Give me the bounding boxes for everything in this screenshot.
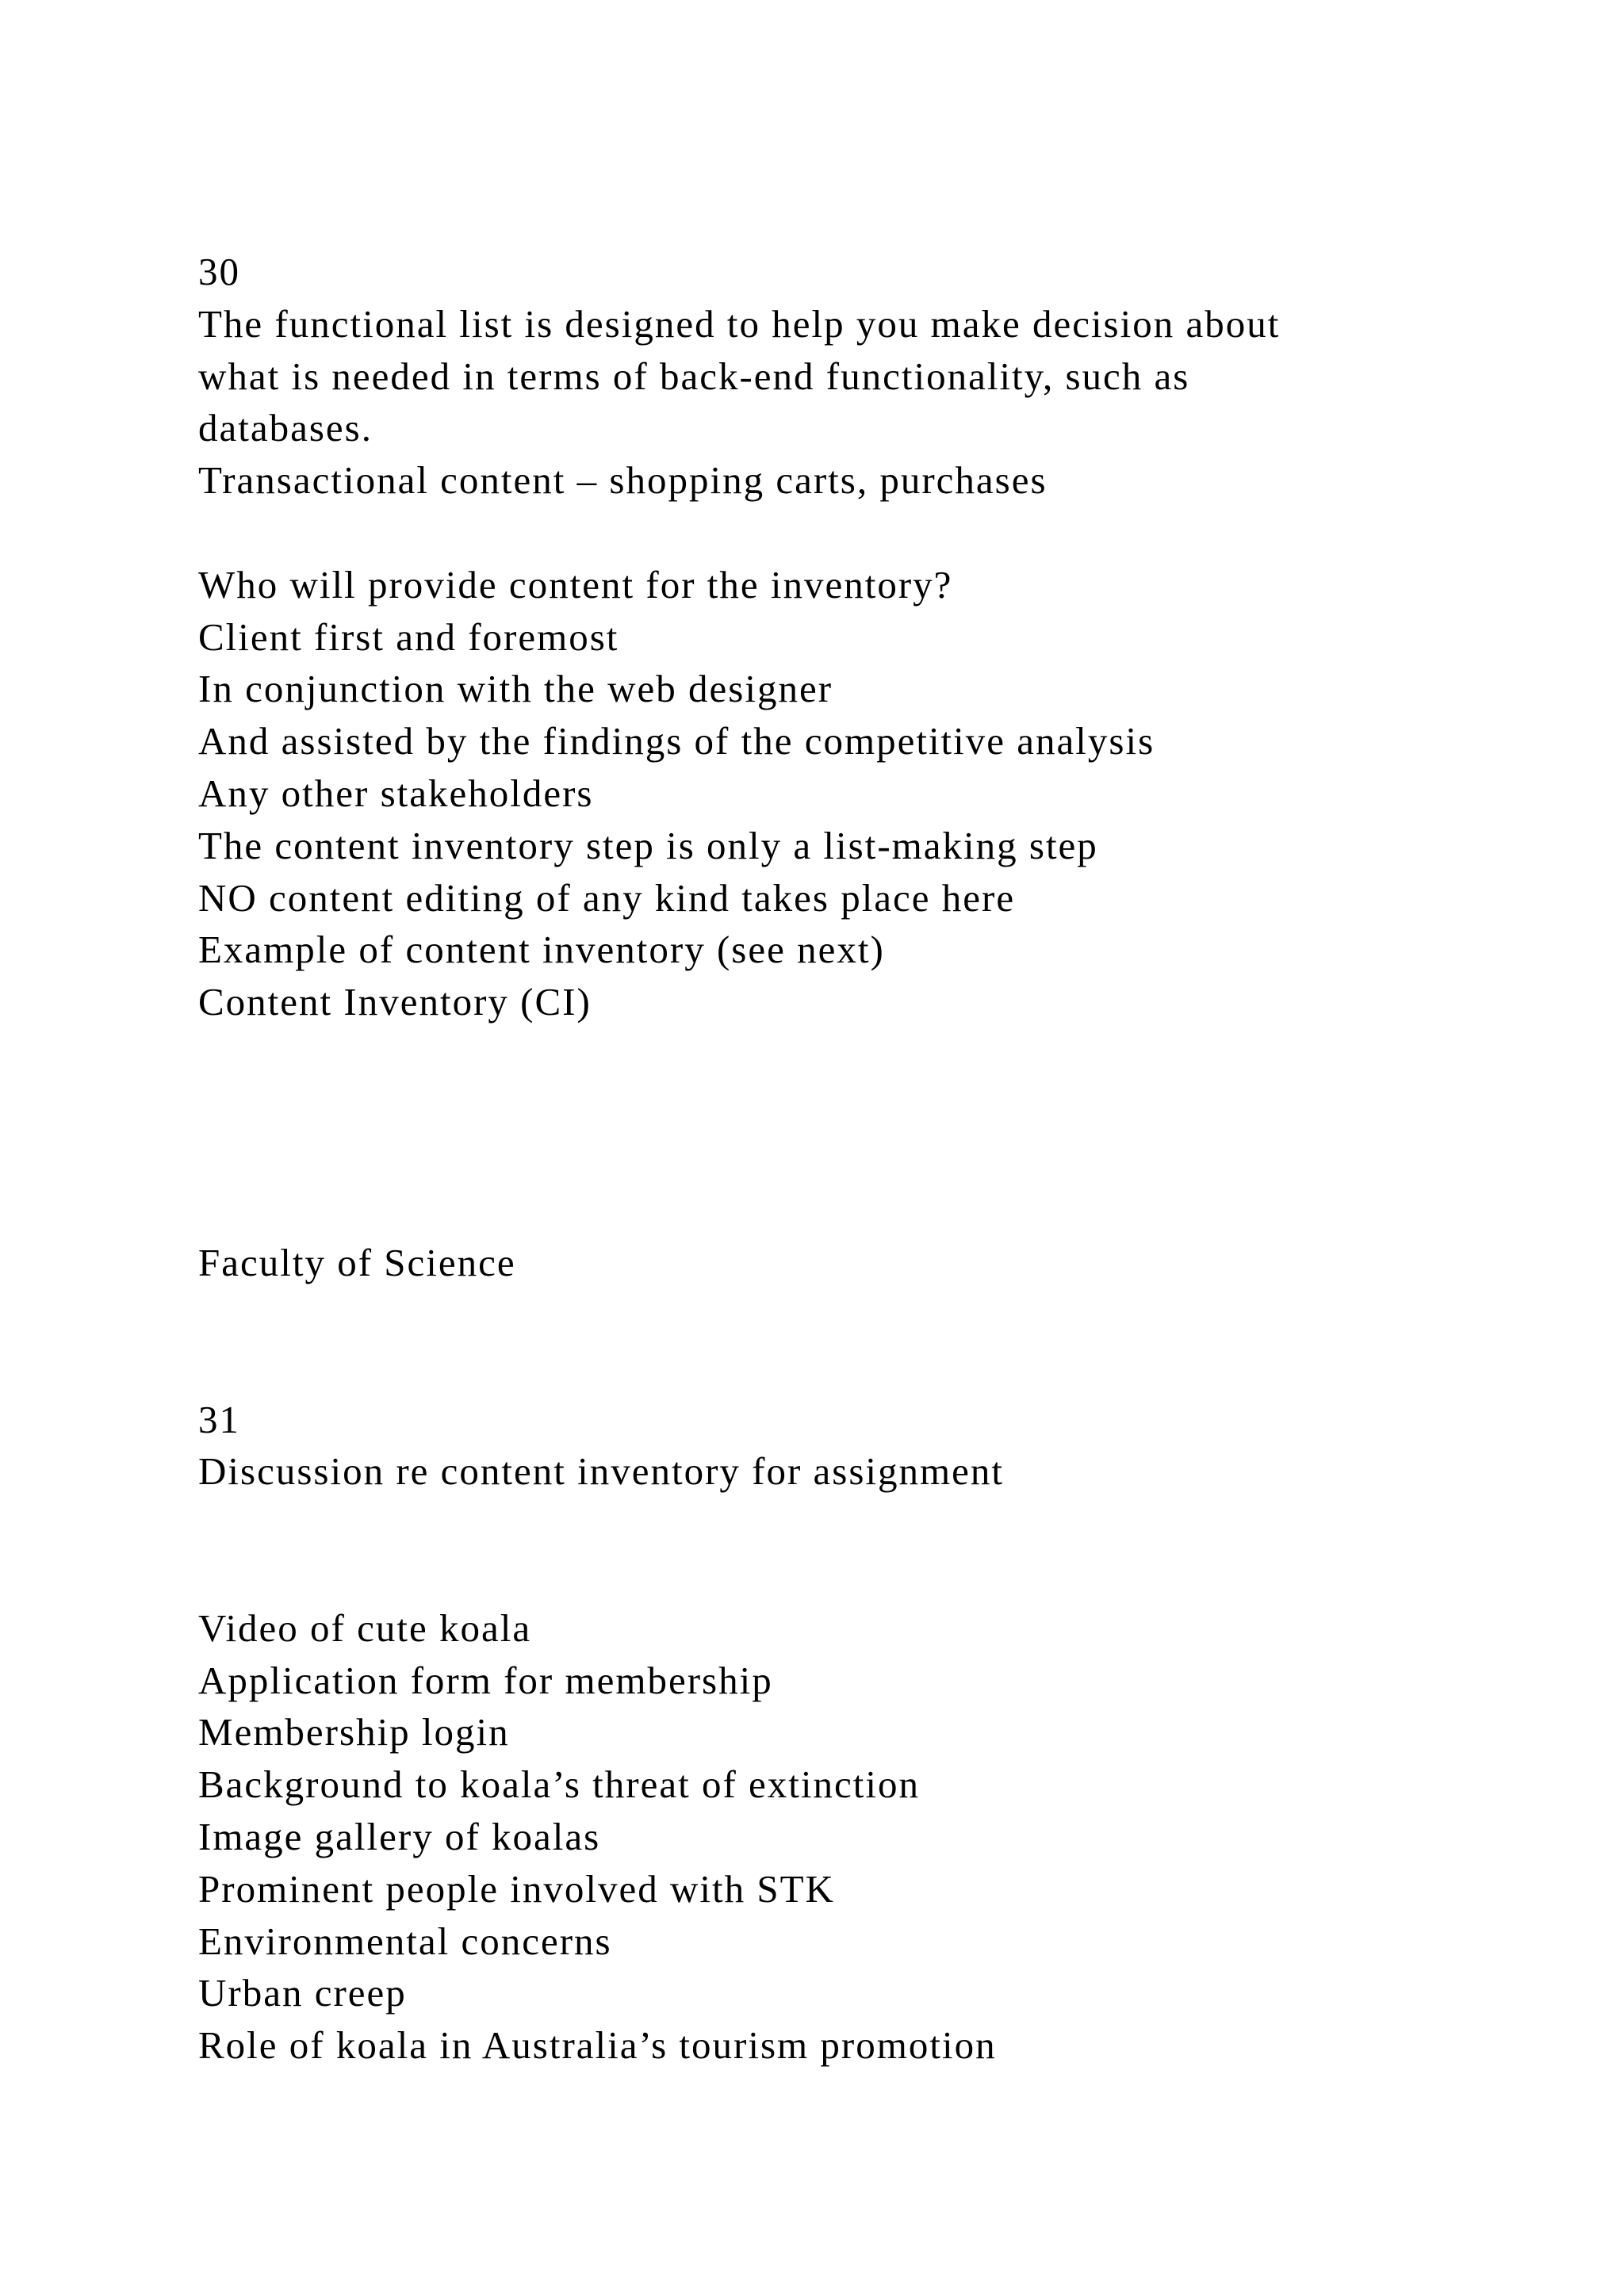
- blank-line: [198, 1289, 1546, 1341]
- text-line: NO content editing of any kind takes place here: [198, 875, 1016, 920]
- blank-line: [198, 507, 1546, 559]
- list-item: Prominent people involved with STK: [198, 1866, 835, 1911]
- text-line: databases.: [198, 406, 373, 450]
- blank-line: [198, 1498, 1546, 1550]
- text-line: Example of content inventory (see next): [198, 928, 885, 972]
- section-title: Content Inventory (CI): [198, 980, 592, 1024]
- list-item: Client first and foremost: [198, 614, 619, 659]
- list-item: Application form for membership: [198, 1658, 773, 1702]
- blank-line: [198, 1550, 1546, 1602]
- blank-line: [198, 1028, 1546, 1081]
- list-item: Background to koala’s threat of extinction: [198, 1762, 920, 1807]
- text-line: what is needed in terms of back-end functionality, such as: [198, 354, 1190, 398]
- section-title: Discussion re content inventory for assignment: [198, 1449, 1005, 1494]
- blank-line: [198, 1341, 1546, 1394]
- list-item: Environmental concerns: [198, 1919, 612, 1963]
- text-line: Transactional content – shopping carts, purchases: [198, 458, 1048, 503]
- footer-faculty: Faculty of Science: [198, 1241, 516, 1285]
- blank-line: [198, 1081, 1546, 1133]
- document-page: [198, 246, 1546, 2072]
- list-item: Urban creep: [198, 1971, 407, 2015]
- list-item: And assisted by the findings of the competitive analysis: [198, 719, 1155, 763]
- list-item: Role of koala in Australia’s tourism promotion: [198, 2023, 997, 2068]
- blank-line: [198, 1184, 1546, 1237]
- list-item: Any other stakeholders: [198, 771, 594, 815]
- list-item: Membership login: [198, 1710, 510, 1755]
- text-line: The content inventory step is only a list-making step: [198, 823, 1098, 867]
- text-line: Who will provide content for the inventory?: [198, 562, 953, 607]
- slide-number: 31: [198, 1397, 240, 1441]
- list-item: In conjunction with the web designer: [198, 667, 833, 711]
- list-item: Video of cute koala: [198, 1605, 532, 1650]
- list-item: Image gallery of koalas: [198, 1814, 601, 1858]
- slide-number: 30: [198, 250, 240, 293]
- text-line: The functional list is designed to help you make decision about: [198, 301, 1281, 346]
- blank-line: [198, 1133, 1546, 1185]
